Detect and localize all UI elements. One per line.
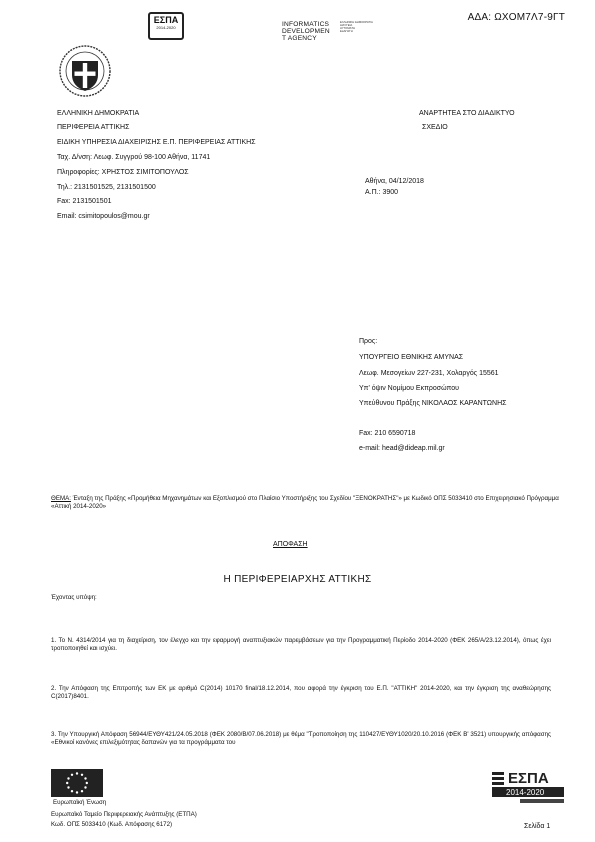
recipient-label: Προς: (359, 338, 378, 345)
sender-email: Email: csimitopoulos@mou.gr (57, 213, 150, 220)
sender-line-1: ΕΛΛΗΝΙΚΗ ΔΗΜΟΚΡΑΤΙΑ (57, 110, 140, 117)
espa-logo-sub: 2014-2020 (156, 25, 176, 30)
recipient-line-3: Υπ' όψιν Νομίμου Εκπροσώπου (359, 385, 459, 392)
page-number: Σελίδα 1 (524, 823, 551, 830)
publication-line-1: ΑΝΑΡΤΗΤΕΑ ΣΤΟ ΔΙΑΔΙΚΤΥΟ (419, 110, 515, 117)
informatics-line-2: DEVELOPMEN (282, 27, 330, 35)
footer-line-1: Ευρωπαϊκό Ταμείο Περιφερειακής Ανάπτυξης (ΕΤΠΑ) (51, 811, 197, 818)
informatics-line-1: INFORMATICS (282, 21, 330, 28)
greek-emblem-icon (58, 44, 112, 98)
recipient-line-4: Υπεύθυνου Πράξης ΝΙΚΟΛΑΟΣ ΚΑΡΑΝΤΩΝΗΣ (359, 400, 507, 407)
sender-address: Ταχ. Δ/νση: Λεωφ. Συγγρού 98-100 Αθήνα, 11741 (57, 154, 211, 161)
eu-label: Ευρωπαϊκή Ένωση (53, 799, 107, 806)
paragraph-2: 2. Την Απόφαση της Επιτροπής των ΕΚ με αριθμό C(2014) 10170 final/18.12.2014, που αφορά την έγκριση του Ε.Π. "ΑΤΤΙΚΗ" 2014-2020, και την έγκριση της αναθεώρησης C(2017)8401. (51, 685, 551, 700)
subject (51, 495, 571, 511)
eu-flag-icon (51, 769, 103, 797)
publication-line-2: ΣΧΕΔΙΟ (422, 124, 448, 131)
footer-line-2: Κωδ. ΟΠΣ 5033410 (Κωδ. Απόφασης 6172) (51, 821, 173, 828)
recipient-line-1: ΥΠΟΥΡΓΕΙΟ ΕΘΝΙΚΗΣ ΑΜΥΝΑΣ (359, 354, 464, 361)
recipient-fax: Fax: 210 6590718 (359, 430, 416, 437)
subject-label: ΘΕΜΑ: (51, 495, 71, 502)
paragraph-1: 1. Το Ν. 4314/2014 για τη διαχείριση, τον έλεγχο και την εφαρμογή αναπτυξιακών παρεμβάσεων για την Προγραμματική Περίοδο 2014-2020 (ΦΕΚ 265/Α/23.12.2014), όπως έχει τροποποιηθεί και ισχύει. (51, 637, 551, 652)
having-considered: Έχοντας υπόψη: (51, 594, 97, 601)
sender-phone: Τηλ.: 2131501525, 2131501500 (57, 184, 156, 191)
informatics-stamp (282, 22, 330, 43)
sender-line-2: ΠΕΡΙΦΕΡΕΙΑ ΑΤΤΙΚΗΣ (57, 124, 130, 131)
informatics-line-3: T AGENCY (282, 34, 317, 42)
recipient-line-2: Λεωφ. Μεσογείων 227-231, Χολαργός 15561 (359, 370, 499, 377)
espa-logo-bottom (492, 768, 564, 806)
espa-logo-text: ΕΣΠΑ (153, 15, 179, 25)
protocol-number: Α.Π.: 3900 (365, 189, 399, 196)
paragraph-3: 3. Την Υπουργική Απόφαση 56944/ΕΥΘΥ421/24.05.2018 (ΦΕΚ 2080/Β/07.06.2018) με θέμα "Τροποποίηση της 110427/ΕΥΘΥ1020/20.10.2016 (ΦΕΚ Β' 3521) υπουργικής απόφασης «Εθνικοί κανόνες επιλεξιμότητας δαπανών για τα προγράμματα του (51, 731, 551, 746)
informatics-small-text: ΕΛΛΗΝΙΚΗ ΔΗΜΟΚΡΑΤΙΑ ΔΙΑΥΓΕΙΑ ΑΥΤΟΜΑΤΗ ΕΞΑΓΩΓΗ (340, 20, 373, 33)
subject-text: Ένταξη της Πράξης «Προμήθεια Μηχανημάτων και Εξοπλισμού στο Πλαίσιο Υποστήριξης του Σχεδίου "ΞΕΝΟΚΡΑΤΗΣ"» με Κωδικό ΟΠΣ 5033410 στο Επιχειρησιακό Πρόγραμμα «Αττική 2014-2020» (51, 495, 559, 510)
recipient-email: e-mail: head@dideap.mil.gr (359, 445, 445, 452)
espa-bottom-years: 2014-2020 (506, 788, 545, 797)
espa-bottom-text: ΕΣΠΑ (508, 770, 549, 787)
sender-line-3: ΕΙΔΙΚΗ ΥΠΗΡΕΣΙΑ ΔΙΑΧΕΙΡΙΣΗΣ Ε.Π. ΠΕΡΙΦΕΡΕΙΑΣ ΑΤΤΙΚΗΣ (57, 139, 256, 146)
espa-logo-top (148, 12, 184, 40)
ada-code: ΑΔΑ: ΩΧΟΜ7Λ7-9ΓΤ (467, 12, 565, 23)
sender-info: Πληροφορίες: ΧΡΗΣΤΟΣ ΣΙΜΙΤΟΠΟΥΛΟΣ (57, 169, 189, 176)
sender-fax: Fax: 2131501501 (57, 198, 112, 205)
decision-label: ΑΠΟΦΑΣΗ (273, 541, 308, 548)
document-date: Αθήνα, 04/12/2018 (365, 178, 424, 185)
decision-heading: Η ΠΕΡΙΦΕΡΕΙΑΡΧΗΣ ΑΤΤΙΚΗΣ (223, 574, 372, 585)
